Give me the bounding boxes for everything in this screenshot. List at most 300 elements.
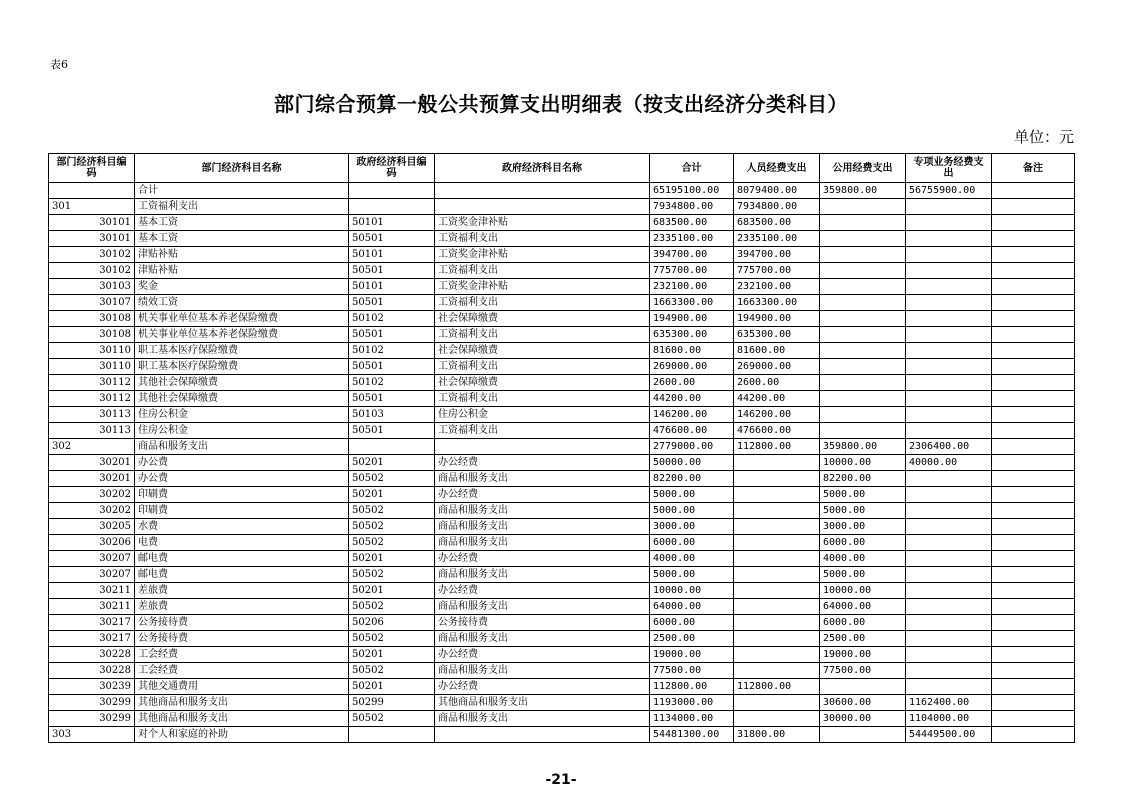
header-gov-name: 政府经济科目名称 bbox=[435, 154, 650, 183]
cell-note bbox=[992, 279, 1075, 295]
cell-personnel: 112800.00 bbox=[734, 679, 820, 695]
cell-gov-name: 工资福利支出 bbox=[435, 295, 650, 311]
cell-public: 82200.00 bbox=[820, 471, 906, 487]
cell-special bbox=[906, 343, 992, 359]
table-row bbox=[49, 183, 1075, 199]
cell-dept-code bbox=[49, 183, 135, 199]
header-dept-name: 部门经济科目名称 bbox=[135, 154, 349, 183]
cell-dept-code: 30108 bbox=[49, 327, 135, 343]
cell-personnel: 112800.00 bbox=[734, 439, 820, 455]
cell-dept-code: 30202 bbox=[49, 487, 135, 503]
cell-dept-name: 职工基本医疗保险缴费 bbox=[135, 343, 349, 359]
table-row bbox=[49, 663, 1075, 679]
cell-public: 4000.00 bbox=[820, 551, 906, 567]
cell-gov-code: 50101 bbox=[349, 215, 435, 231]
cell-gov-name: 办公经费 bbox=[435, 551, 650, 567]
table-row bbox=[49, 615, 1075, 631]
cell-personnel bbox=[734, 663, 820, 679]
cell-gov-code bbox=[349, 183, 435, 199]
cell-gov-name: 商品和服务支出 bbox=[435, 471, 650, 487]
table-row bbox=[49, 327, 1075, 343]
cell-total: 65195100.00 bbox=[650, 183, 734, 199]
cell-gov-name: 商品和服务支出 bbox=[435, 535, 650, 551]
cell-dept-code: 30101 bbox=[49, 231, 135, 247]
cell-dept-code: 303 bbox=[49, 727, 135, 743]
cell-gov-name: 公务接待费 bbox=[435, 615, 650, 631]
cell-special bbox=[906, 583, 992, 599]
table-header-row bbox=[49, 154, 1075, 183]
cell-dept-code: 30103 bbox=[49, 279, 135, 295]
cell-note bbox=[992, 711, 1075, 727]
cell-note bbox=[992, 551, 1075, 567]
table-row bbox=[49, 215, 1075, 231]
cell-gov-code bbox=[349, 439, 435, 455]
cell-special bbox=[906, 615, 992, 631]
table-row bbox=[49, 599, 1075, 615]
table-row bbox=[49, 567, 1075, 583]
cell-dept-code: 30110 bbox=[49, 359, 135, 375]
cell-total: 5000.00 bbox=[650, 487, 734, 503]
cell-total: 81600.00 bbox=[650, 343, 734, 359]
cell-note bbox=[992, 727, 1075, 743]
cell-note bbox=[992, 647, 1075, 663]
cell-gov-name bbox=[435, 727, 650, 743]
cell-total: 2500.00 bbox=[650, 631, 734, 647]
cell-dept-code: 30102 bbox=[49, 263, 135, 279]
cell-public bbox=[820, 727, 906, 743]
cell-personnel bbox=[734, 503, 820, 519]
cell-gov-name bbox=[435, 439, 650, 455]
cell-dept-name: 其他社会保障缴费 bbox=[135, 391, 349, 407]
cell-personnel bbox=[734, 551, 820, 567]
cell-personnel: 81600.00 bbox=[734, 343, 820, 359]
cell-total: 269000.00 bbox=[650, 359, 734, 375]
cell-dept-name: 职工基本医疗保险缴费 bbox=[135, 359, 349, 375]
cell-gov-code bbox=[349, 727, 435, 743]
cell-dept-code: 30205 bbox=[49, 519, 135, 535]
header-note: 备注 bbox=[992, 154, 1075, 183]
cell-dept-name: 津贴补贴 bbox=[135, 247, 349, 263]
cell-personnel: 8079400.00 bbox=[734, 183, 820, 199]
cell-gov-code: 50501 bbox=[349, 231, 435, 247]
cell-dept-code: 30211 bbox=[49, 583, 135, 599]
cell-public: 359800.00 bbox=[820, 439, 906, 455]
header-gov-code: 政府经济科目编码 bbox=[349, 154, 435, 183]
cell-dept-name: 其他商品和服务支出 bbox=[135, 695, 349, 711]
cell-dept-name: 公务接待费 bbox=[135, 615, 349, 631]
cell-public bbox=[820, 359, 906, 375]
cell-note bbox=[992, 295, 1075, 311]
cell-note bbox=[992, 535, 1075, 551]
cell-dept-name: 印刷费 bbox=[135, 487, 349, 503]
cell-gov-code: 50502 bbox=[349, 631, 435, 647]
cell-special bbox=[906, 599, 992, 615]
cell-special bbox=[906, 407, 992, 423]
table-row bbox=[49, 647, 1075, 663]
table-row bbox=[49, 295, 1075, 311]
cell-gov-code: 50101 bbox=[349, 247, 435, 263]
cell-gov-name: 工资奖金津补贴 bbox=[435, 215, 650, 231]
cell-dept-code: 30239 bbox=[49, 679, 135, 695]
cell-dept-code: 30112 bbox=[49, 375, 135, 391]
cell-dept-name: 对个人和家庭的补助 bbox=[135, 727, 349, 743]
cell-dept-code: 30206 bbox=[49, 535, 135, 551]
cell-personnel bbox=[734, 583, 820, 599]
cell-special bbox=[906, 535, 992, 551]
cell-gov-code: 50501 bbox=[349, 263, 435, 279]
cell-dept-name: 绩效工资 bbox=[135, 295, 349, 311]
cell-gov-code: 50101 bbox=[349, 279, 435, 295]
cell-note bbox=[992, 407, 1075, 423]
cell-gov-name: 工资福利支出 bbox=[435, 423, 650, 439]
cell-personnel bbox=[734, 647, 820, 663]
cell-gov-code: 50103 bbox=[349, 407, 435, 423]
cell-note bbox=[992, 663, 1075, 679]
table-row bbox=[49, 551, 1075, 567]
cell-special bbox=[906, 247, 992, 263]
cell-gov-name: 工资福利支出 bbox=[435, 263, 650, 279]
table-row bbox=[49, 535, 1075, 551]
table-row bbox=[49, 311, 1075, 327]
cell-gov-name bbox=[435, 183, 650, 199]
cell-personnel bbox=[734, 519, 820, 535]
cell-public bbox=[820, 391, 906, 407]
cell-gov-name: 其他商品和服务支出 bbox=[435, 695, 650, 711]
cell-dept-name: 电费 bbox=[135, 535, 349, 551]
header-total: 合计 bbox=[650, 154, 734, 183]
cell-gov-name: 工资福利支出 bbox=[435, 359, 650, 375]
cell-gov-code: 50502 bbox=[349, 519, 435, 535]
cell-dept-name: 基本工资 bbox=[135, 231, 349, 247]
cell-gov-name: 商品和服务支出 bbox=[435, 663, 650, 679]
cell-public: 5000.00 bbox=[820, 503, 906, 519]
cell-personnel: 146200.00 bbox=[734, 407, 820, 423]
cell-dept-name: 工资福利支出 bbox=[135, 199, 349, 215]
table-row bbox=[49, 519, 1075, 535]
cell-special bbox=[906, 215, 992, 231]
cell-dept-name: 商品和服务支出 bbox=[135, 439, 349, 455]
table-row bbox=[49, 247, 1075, 263]
cell-note bbox=[992, 215, 1075, 231]
cell-gov-code: 50201 bbox=[349, 551, 435, 567]
cell-personnel bbox=[734, 455, 820, 471]
table-row bbox=[49, 391, 1075, 407]
cell-special bbox=[906, 311, 992, 327]
cell-dept-name: 差旅费 bbox=[135, 583, 349, 599]
cell-dept-name: 邮电费 bbox=[135, 567, 349, 583]
cell-note bbox=[992, 439, 1075, 455]
cell-gov-name: 商品和服务支出 bbox=[435, 599, 650, 615]
cell-gov-code bbox=[349, 199, 435, 215]
cell-public bbox=[820, 295, 906, 311]
cell-dept-code: 301 bbox=[49, 199, 135, 215]
cell-public bbox=[820, 231, 906, 247]
cell-gov-code: 50502 bbox=[349, 471, 435, 487]
cell-note bbox=[992, 631, 1075, 647]
cell-note bbox=[992, 199, 1075, 215]
cell-dept-name: 工会经费 bbox=[135, 663, 349, 679]
cell-gov-name: 办公经费 bbox=[435, 679, 650, 695]
cell-gov-code: 50201 bbox=[349, 647, 435, 663]
cell-dept-code: 30299 bbox=[49, 711, 135, 727]
cell-special bbox=[906, 375, 992, 391]
cell-gov-name bbox=[435, 199, 650, 215]
cell-total: 194900.00 bbox=[650, 311, 734, 327]
cell-total: 54481300.00 bbox=[650, 727, 734, 743]
cell-special: 2306400.00 bbox=[906, 439, 992, 455]
cell-note bbox=[992, 455, 1075, 471]
cell-dept-code: 30207 bbox=[49, 551, 135, 567]
cell-public: 10000.00 bbox=[820, 583, 906, 599]
cell-special bbox=[906, 631, 992, 647]
cell-total: 10000.00 bbox=[650, 583, 734, 599]
cell-dept-name: 基本工资 bbox=[135, 215, 349, 231]
table-row bbox=[49, 423, 1075, 439]
cell-total: 635300.00 bbox=[650, 327, 734, 343]
cell-gov-name: 商品和服务支出 bbox=[435, 711, 650, 727]
cell-gov-code: 50201 bbox=[349, 455, 435, 471]
cell-dept-name: 差旅费 bbox=[135, 599, 349, 615]
cell-total: 146200.00 bbox=[650, 407, 734, 423]
cell-special bbox=[906, 279, 992, 295]
cell-public bbox=[820, 279, 906, 295]
cell-special bbox=[906, 295, 992, 311]
cell-dept-name: 机关事业单位基本养老保险缴费 bbox=[135, 311, 349, 327]
cell-gov-code: 50201 bbox=[349, 583, 435, 599]
cell-personnel: 1663300.00 bbox=[734, 295, 820, 311]
table-row bbox=[49, 439, 1075, 455]
cell-total: 5000.00 bbox=[650, 503, 734, 519]
cell-dept-name: 住房公积金 bbox=[135, 423, 349, 439]
cell-public bbox=[820, 199, 906, 215]
cell-note bbox=[992, 503, 1075, 519]
cell-personnel bbox=[734, 615, 820, 631]
table-row bbox=[49, 455, 1075, 471]
table-row bbox=[49, 263, 1075, 279]
cell-total: 77500.00 bbox=[650, 663, 734, 679]
cell-dept-name: 公务接待费 bbox=[135, 631, 349, 647]
cell-public bbox=[820, 327, 906, 343]
cell-dept-code: 30228 bbox=[49, 647, 135, 663]
cell-total: 7934800.00 bbox=[650, 199, 734, 215]
cell-public: 30000.00 bbox=[820, 711, 906, 727]
cell-special bbox=[906, 519, 992, 535]
cell-dept-name: 办公费 bbox=[135, 471, 349, 487]
table-number: 表6 bbox=[50, 58, 68, 71]
cell-dept-name: 合计 bbox=[135, 183, 349, 199]
cell-dept-code: 30217 bbox=[49, 631, 135, 647]
cell-special bbox=[906, 503, 992, 519]
cell-gov-name: 办公经费 bbox=[435, 583, 650, 599]
cell-gov-code: 50201 bbox=[349, 487, 435, 503]
table-row bbox=[49, 583, 1075, 599]
cell-total: 6000.00 bbox=[650, 535, 734, 551]
cell-gov-name: 商品和服务支出 bbox=[435, 631, 650, 647]
cell-dept-name: 其他商品和服务支出 bbox=[135, 711, 349, 727]
cell-total: 3000.00 bbox=[650, 519, 734, 535]
cell-special bbox=[906, 647, 992, 663]
table-row bbox=[49, 375, 1075, 391]
cell-personnel: 44200.00 bbox=[734, 391, 820, 407]
cell-note bbox=[992, 423, 1075, 439]
cell-note bbox=[992, 391, 1075, 407]
cell-total: 19000.00 bbox=[650, 647, 734, 663]
cell-gov-name: 工资福利支出 bbox=[435, 327, 650, 343]
cell-public: 5000.00 bbox=[820, 487, 906, 503]
cell-special: 54449500.00 bbox=[906, 727, 992, 743]
cell-dept-code: 30211 bbox=[49, 599, 135, 615]
cell-dept-name: 水费 bbox=[135, 519, 349, 535]
cell-dept-name: 邮电费 bbox=[135, 551, 349, 567]
cell-gov-code: 50502 bbox=[349, 567, 435, 583]
cell-public: 6000.00 bbox=[820, 535, 906, 551]
cell-personnel: 2335100.00 bbox=[734, 231, 820, 247]
cell-gov-code: 50502 bbox=[349, 503, 435, 519]
cell-personnel: 683500.00 bbox=[734, 215, 820, 231]
cell-note bbox=[992, 471, 1075, 487]
cell-total: 1193000.00 bbox=[650, 695, 734, 711]
cell-special bbox=[906, 199, 992, 215]
cell-public bbox=[820, 215, 906, 231]
cell-dept-code: 30113 bbox=[49, 407, 135, 423]
cell-note bbox=[992, 487, 1075, 503]
cell-gov-code: 50502 bbox=[349, 711, 435, 727]
cell-total: 6000.00 bbox=[650, 615, 734, 631]
table-row bbox=[49, 199, 1075, 215]
cell-note bbox=[992, 343, 1075, 359]
cell-public: 77500.00 bbox=[820, 663, 906, 679]
table-row bbox=[49, 695, 1075, 711]
table-row bbox=[49, 487, 1075, 503]
cell-dept-name: 印刷费 bbox=[135, 503, 349, 519]
header-special: 专项业务经费支出 bbox=[906, 154, 992, 183]
cell-personnel: 2600.00 bbox=[734, 375, 820, 391]
cell-personnel bbox=[734, 535, 820, 551]
cell-dept-name: 工会经费 bbox=[135, 647, 349, 663]
cell-personnel bbox=[734, 711, 820, 727]
cell-special bbox=[906, 551, 992, 567]
cell-gov-code: 50102 bbox=[349, 343, 435, 359]
cell-total: 232100.00 bbox=[650, 279, 734, 295]
cell-total: 683500.00 bbox=[650, 215, 734, 231]
cell-gov-name: 办公经费 bbox=[435, 455, 650, 471]
cell-public: 2500.00 bbox=[820, 631, 906, 647]
cell-note bbox=[992, 615, 1075, 631]
cell-public bbox=[820, 423, 906, 439]
cell-dept-code: 30202 bbox=[49, 503, 135, 519]
cell-dept-code: 30107 bbox=[49, 295, 135, 311]
cell-gov-code: 50201 bbox=[349, 679, 435, 695]
cell-dept-code: 30217 bbox=[49, 615, 135, 631]
cell-dept-name: 奖金 bbox=[135, 279, 349, 295]
cell-public: 5000.00 bbox=[820, 567, 906, 583]
cell-gov-name: 住房公积金 bbox=[435, 407, 650, 423]
cell-special: 1104000.00 bbox=[906, 711, 992, 727]
cell-personnel bbox=[734, 631, 820, 647]
cell-public: 19000.00 bbox=[820, 647, 906, 663]
cell-note bbox=[992, 695, 1075, 711]
table-row bbox=[49, 727, 1075, 743]
cell-personnel: 194900.00 bbox=[734, 311, 820, 327]
cell-note bbox=[992, 567, 1075, 583]
cell-public bbox=[820, 375, 906, 391]
cell-dept-code: 30101 bbox=[49, 215, 135, 231]
budget-detail-table bbox=[48, 153, 1075, 743]
cell-dept-code: 30228 bbox=[49, 663, 135, 679]
cell-note bbox=[992, 327, 1075, 343]
cell-special bbox=[906, 471, 992, 487]
cell-total: 82200.00 bbox=[650, 471, 734, 487]
cell-special: 1162400.00 bbox=[906, 695, 992, 711]
cell-total: 2779000.00 bbox=[650, 439, 734, 455]
cell-gov-name: 工资福利支出 bbox=[435, 231, 650, 247]
cell-gov-code: 50206 bbox=[349, 615, 435, 631]
cell-dept-code: 30299 bbox=[49, 695, 135, 711]
cell-gov-name: 工资奖金津补贴 bbox=[435, 279, 650, 295]
table-row bbox=[49, 359, 1075, 375]
cell-gov-code: 50501 bbox=[349, 327, 435, 343]
cell-personnel bbox=[734, 695, 820, 711]
cell-special bbox=[906, 487, 992, 503]
cell-gov-code: 50501 bbox=[349, 391, 435, 407]
cell-dept-code: 302 bbox=[49, 439, 135, 455]
cell-note bbox=[992, 183, 1075, 199]
cell-note bbox=[992, 519, 1075, 535]
cell-dept-name: 办公费 bbox=[135, 455, 349, 471]
cell-special bbox=[906, 423, 992, 439]
cell-public: 359800.00 bbox=[820, 183, 906, 199]
cell-total: 2600.00 bbox=[650, 375, 734, 391]
cell-dept-name: 住房公积金 bbox=[135, 407, 349, 423]
cell-special: 40000.00 bbox=[906, 455, 992, 471]
table-row bbox=[49, 503, 1075, 519]
cell-total: 1663300.00 bbox=[650, 295, 734, 311]
cell-public: 3000.00 bbox=[820, 519, 906, 535]
cell-dept-code: 30112 bbox=[49, 391, 135, 407]
cell-gov-code: 50501 bbox=[349, 359, 435, 375]
cell-gov-code: 50501 bbox=[349, 295, 435, 311]
cell-special bbox=[906, 391, 992, 407]
cell-dept-code: 30102 bbox=[49, 247, 135, 263]
cell-gov-name: 办公经费 bbox=[435, 487, 650, 503]
cell-dept-code: 30201 bbox=[49, 455, 135, 471]
cell-gov-code: 50501 bbox=[349, 423, 435, 439]
cell-total: 2335100.00 bbox=[650, 231, 734, 247]
cell-dept-code: 30110 bbox=[49, 343, 135, 359]
cell-special: 56755900.00 bbox=[906, 183, 992, 199]
table-row bbox=[49, 471, 1075, 487]
cell-public: 10000.00 bbox=[820, 455, 906, 471]
table-row bbox=[49, 711, 1075, 727]
cell-dept-name: 其他社会保障缴费 bbox=[135, 375, 349, 391]
cell-special bbox=[906, 359, 992, 375]
page-number: -21- bbox=[545, 772, 577, 788]
cell-gov-name: 社会保障缴费 bbox=[435, 311, 650, 327]
cell-total: 4000.00 bbox=[650, 551, 734, 567]
cell-gov-name: 工资福利支出 bbox=[435, 391, 650, 407]
cell-gov-name: 工资奖金津补贴 bbox=[435, 247, 650, 263]
cell-dept-name: 机关事业单位基本养老保险缴费 bbox=[135, 327, 349, 343]
cell-public bbox=[820, 407, 906, 423]
cell-note bbox=[992, 359, 1075, 375]
cell-personnel bbox=[734, 471, 820, 487]
cell-dept-code: 30108 bbox=[49, 311, 135, 327]
table-row bbox=[49, 231, 1075, 247]
cell-gov-code: 50502 bbox=[349, 535, 435, 551]
cell-gov-name: 商品和服务支出 bbox=[435, 567, 650, 583]
cell-gov-name: 社会保障缴费 bbox=[435, 375, 650, 391]
cell-total: 775700.00 bbox=[650, 263, 734, 279]
